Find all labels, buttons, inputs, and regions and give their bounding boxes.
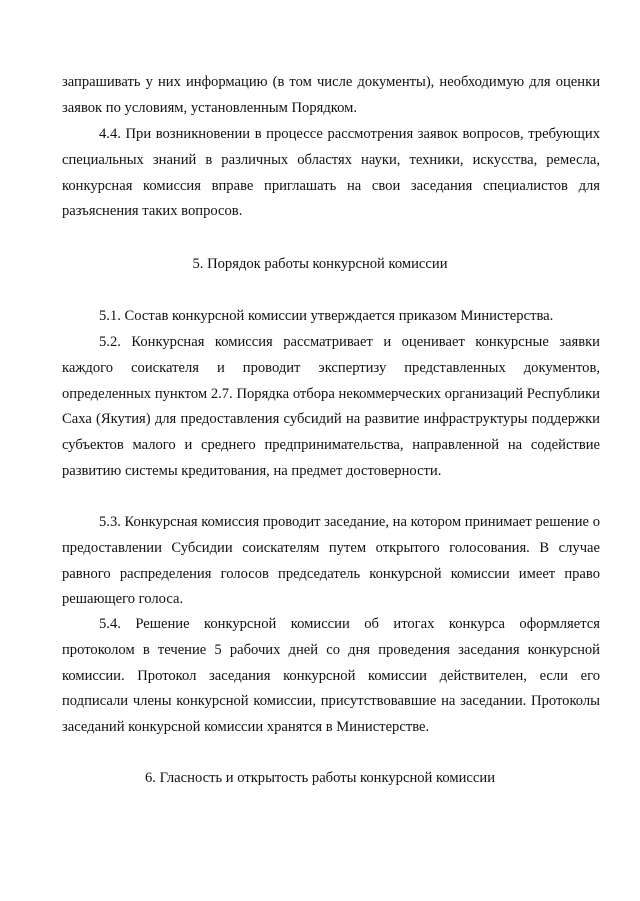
paragraph-5-2: 5.2. Конкурсная комиссия рассматривает и оценивает конкурсные заявки каждого соискателя и проводит экспертизу представленных документов, определенных пунктом 2.7. Порядка отбора некоммерческих организаций Республики Саха (Якутия) для предоставления субсидий на развитие инфраструктуры поддержки субъектов малого и среднего предпринимательства, направленной на содействие развитию системы кредитования, на предмет достоверности. bbox=[62, 334, 600, 479]
section-5-title: 5. Порядок работы конкурсной комиссии bbox=[192, 256, 448, 272]
paragraph-5-4: 5.4. Решение конкурсной комиссии об итогах конкурса оформляется протоколом в течение 5 рабочих дней со дня проведения заседания конкурсной комиссии. Протокол заседания конкурсной комиссии действителен, если его подписали члены конкурсной комиссии, присутствовавшие на заседании. Протоколы заседаний конкурсной комиссии хранятся в Министерстве. bbox=[62, 616, 600, 736]
paragraph-continuation: запрашивать у них информацию (в том числе документы), необходимую для оценки заявок по условиям, установленным Порядком. bbox=[62, 74, 600, 116]
paragraph-5-3: 5.3. Конкурсная комиссия проводит заседание, на котором принимает решение о предоставлении Субсидии соискателям путем открытого голосования. В случае равного распределения голосов председатель конкурсной комиссии имеет право решающего голоса. bbox=[62, 514, 600, 608]
paragraph-5-1: 5.1. Состав конкурсной комиссии утверждается приказом Министерства. bbox=[99, 308, 554, 324]
section-6-title: 6. Гласность и открытость работы конкурсной комиссии bbox=[144, 770, 496, 786]
paragraph-4-4: 4.4. При возникновении в процессе рассмотрения заявок вопросов, требующих специальных знаний в различных областях науки, техники, искусства, ремесла, конкурсная комиссия вправе приглашать на свои заседания специалистов для разъяснения таких вопросов. bbox=[62, 126, 600, 220]
